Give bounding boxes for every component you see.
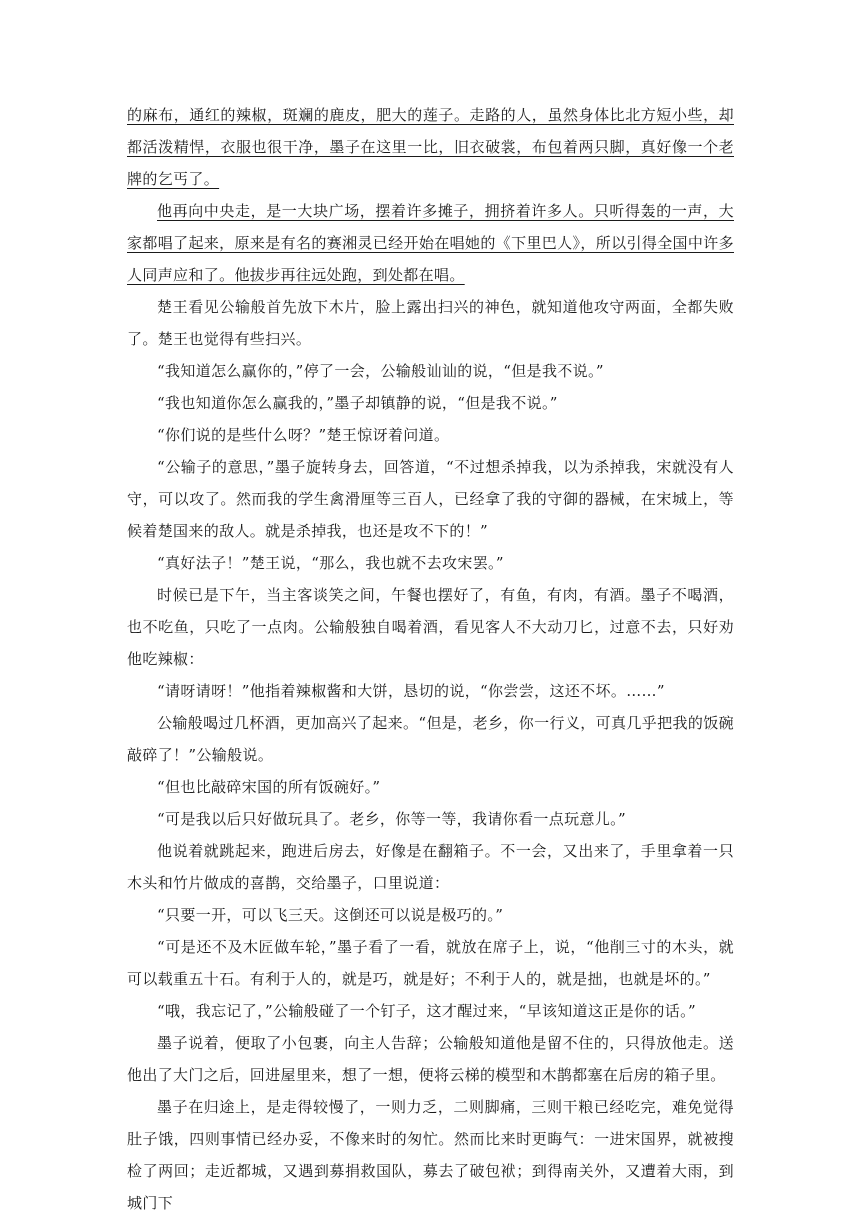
document-body <box>127 99 734 1219</box>
paragraph: “可是还不及木匠做车轮，”墨子看了一看，就放在席子上，说，“他削三寸的木头，就可以载重五十石。有利于人的，就是巧，就是好；不利于人的，就是拙，也就是坏的。” <box>127 938 734 988</box>
paragraph: “真好法子！”楚王说，“那么，我也就不去攻宋罢。” <box>157 554 504 572</box>
paragraph: 他说着就跳起来，跑进后房去，好像是在翻箱子。不一会，又出来了，手里拿着一只木头和竹片做成的喜鹊，交给墨子，口里说道： <box>127 842 734 892</box>
paragraph: “我知道怎么赢你的，”停了一会，公输般讪讪的说，“但是我不说。” <box>157 362 604 380</box>
paragraph: “但也比敲碎宋国的所有饭碗好。” <box>157 778 381 796</box>
underlined-text: 他再向中央走，是一大块广场，摆着许多摊子，拥挤着许多人。只听得轰的一声，大家都唱了起来，原来是有名的赛湘灵已经开始在唱她的《下里巴人》，所以引得全国中许多人同声应和了。他拔步再往远处跑，到处都在唱。 <box>127 202 734 284</box>
paragraph: 墨子说着，便取了小包裹，向主人告辞；公输般知道他是留不住的，只得放他走。送他出了大门之后，回进屋里来，想了一想，便将云梯的模型和木鹊都塞在后房的箱子里。 <box>127 1034 734 1084</box>
paragraph: 墨子在归途上，是走得较慢了，一则力乏，二则脚痛，三则干粮已经吃完，难免觉得肚子饿，四则事情已经办妥，不像来时的匆忙。然而比来时更晦气：一进宋国界，就被搜检了两回；走近都城，又遇到募捐救国队，募去了破包袱；到得南关外，又遭着大雨，到城门下 <box>127 1098 734 1212</box>
paragraph-street-scene <box>127 99 734 195</box>
paragraph: 时候已是下午，当主客谈笑之间，午餐也摆好了，有鱼，有肉，有酒。墨子不喝酒，也不吃鱼，只吃了一点肉。公输般独自喝着酒，看见客人不大动刀匕，过意不去，只好劝他吃辣椒： <box>127 586 734 668</box>
paragraph: “哦，我忘记了，”公输般碰了一个钉子，这才醒过来，“早该知道这正是你的话。” <box>157 1002 696 1020</box>
paragraph: “我也知道你怎么赢我的，”墨子却镇静的说，“但是我不说。” <box>157 394 558 412</box>
paragraph-central-square <box>127 195 734 291</box>
paragraph: “你们说的是些什么呀？”楚王惊讶着问道。 <box>157 426 450 444</box>
underlined-text: 的麻布，通红的辣椒，斑斓的鹿皮，肥大的莲子。走路的人，虽然身体比北方短小些，却都活泼精悍，衣服也很干净，墨子在这里一比，旧衣破裳，布包着两只脚，真好像一个老牌的乞丐了。 <box>127 106 734 188</box>
paragraph: “公输子的意思，”墨子旋转身去，回答道，“不过想杀掉我，以为杀掉我，宋就没有人守，可以攻了。然而我的学生禽滑厘等三百人，已经拿了我的守御的器械，在宋城上，等候着楚国来的敌人。就是杀掉我，也还是攻不下的！” <box>127 458 734 540</box>
paragraph: 公输般喝过几杯酒，更加高兴了起来。“但是，老乡，你一行义，可真几乎把我的饭碗敲碎了！”公输般说。 <box>127 714 734 764</box>
paragraph: “只要一开，可以飞三天。这倒还可以说是极巧的。” <box>157 906 504 924</box>
paragraph: “请呀请呀！”他指着辣椒酱和大饼，恳切的说，“你尝尝，这还不坏。……” <box>157 682 665 700</box>
paragraph: “可是我以后只好做玩具了。老乡，你等一等，我请你看一点玩意儿。” <box>157 810 627 828</box>
paragraph: 楚王看见公输般首先放下木片，脸上露出扫兴的神色，就知道他攻守两面，全都失败了。楚王也觉得有些扫兴。 <box>127 298 734 348</box>
